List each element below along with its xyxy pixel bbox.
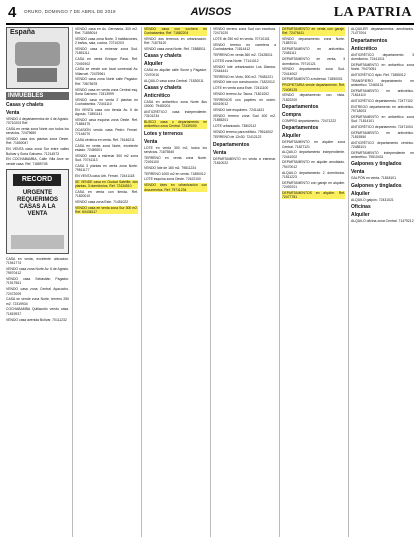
category-heading: Departamentos bbox=[282, 125, 319, 132]
category-heading: Lotes y terrenos bbox=[144, 130, 183, 137]
classified-ad: VENDO departamento zona Norte. 71887011 bbox=[282, 37, 345, 46]
classified-ad: DEPARTAMENTO con garaje en alquiler. 72492201 bbox=[282, 180, 345, 189]
category-heading: Alquiler bbox=[351, 190, 370, 197]
classified-ad: VENDO casa avenida Bolívar. 70111232 bbox=[6, 317, 67, 322]
classified-ad: DEPARTAMENTO en alquiler zona Central. 71827121 bbox=[282, 140, 345, 149]
ad-brand: España bbox=[10, 29, 35, 36]
ad-logo: RECORD bbox=[13, 174, 61, 186]
section-title: AVISOS bbox=[176, 4, 246, 20]
highlighted-classified-ad: SE VENDE casa en Ciudad Satélite, dos plantas, 3 dormitorios. Ref. 72434510 bbox=[75, 179, 138, 189]
classified-ad: ANTICRÉTICO departamento 3 dormitorios. 72441011 bbox=[351, 52, 414, 61]
classified-ad: TERRENO en venta 360 m2. 72428011 bbox=[213, 52, 273, 57]
header-rule bbox=[6, 23, 414, 25]
category-heading: Venta bbox=[144, 138, 158, 145]
classified-ad: VENDO casa zona Norte. Ref. 71888511 bbox=[144, 47, 206, 52]
classified-ad: VENDO casa esquina zona Oeste. Ref. 71884475 bbox=[75, 117, 138, 127]
column-5 bbox=[279, 27, 345, 537]
classified-ad: CASA 3 plantas en venta zona Norte. 79511177 bbox=[75, 164, 138, 173]
classified-ad: CASA en alquiler calle Sucre y Pagador. 72470010 bbox=[144, 68, 207, 77]
classified-ad: TERRENO 1000 m2 en venta. 71850012 bbox=[144, 171, 206, 176]
classified-ad: VENDO departamento con vista. 71822200 bbox=[282, 93, 345, 102]
newspaper-name: LA PATRIA bbox=[333, 5, 412, 20]
classified-ad: VENDO casa a estrenar zona Sud. 71851111 bbox=[75, 47, 138, 56]
classified-ad: VENDO casa dos plantas zona Oeste. Ref. 71850047 bbox=[6, 137, 69, 146]
classified-ad: TERRENO en Vinto, 500 m2. 79481221 bbox=[213, 74, 274, 79]
category-heading: Casas y chalets bbox=[6, 102, 44, 108]
category-heading: Galpones y tinglados bbox=[351, 182, 402, 189]
classified-ad: VENDO terreno Av. Tacna. 71821002 bbox=[213, 92, 269, 97]
classified-ad: VENDO lote esquinero. 72414421 bbox=[213, 107, 265, 112]
highlighted-classified-ad: VENDO lotes en urbanización con documentos. Ref. 79711234 bbox=[144, 183, 207, 192]
category-heading: INMUEBLES bbox=[6, 92, 69, 100]
category-heading: Departamentos bbox=[351, 37, 388, 44]
classified-ad: DEPARTAMENTO en venta a estrenar. 71810022 bbox=[213, 156, 276, 166]
category-heading: Casas y chalets bbox=[144, 53, 182, 60]
classified-ad: ANTICRÉTICO departamento céntrico. 72485101 bbox=[351, 140, 414, 149]
classified-ad: DEPARTAMENTO en anticrético zona Norte. 79470051 bbox=[351, 62, 414, 71]
classified-ad: DEPARTAMENTO en anticrético. 71815550 bbox=[351, 130, 414, 139]
ad-image bbox=[17, 68, 57, 82]
classified-ad: ANTICRÉTICO casa independiente. 73101234 bbox=[144, 109, 207, 119]
category-heading: Departamentos bbox=[213, 141, 250, 148]
classified-ad: LOTES zona Norte. 77141012 bbox=[213, 58, 259, 63]
category-heading: Oficinas bbox=[351, 203, 371, 210]
classified-ad: ALQUILO oficina zona Central. 71479212 bbox=[351, 218, 414, 223]
ad-image bbox=[15, 42, 60, 66]
classified-ad: EN VENTA casa con tienda Av. 6 de Agosto. 71851141 bbox=[75, 107, 138, 117]
ad-headline: URGENTE REQUERIMOS CASAS A LA VENTA bbox=[16, 189, 58, 217]
classified-ad: TERRENO en venta zona Norte. 72491100 bbox=[144, 155, 207, 165]
classified-ad: DEPARTAMENTO a estrenar. 71850001 bbox=[282, 77, 343, 82]
classified-ad: LOTE en venta zona Este. 72411100 bbox=[213, 86, 269, 91]
classified-ad: LOTE esquina zona Oeste. 72422100 bbox=[144, 177, 201, 182]
category-heading: Alquiler bbox=[144, 61, 163, 68]
classified-ad: ALQUILO departamento independiente. 72441002 bbox=[282, 150, 345, 159]
classified-ad: VENDO terreno en carretera a Cochabamba. 71814412 bbox=[213, 42, 276, 52]
classified-ad: ANTICRÉTICO departamento. 72477102 bbox=[351, 98, 413, 103]
advertisement-record bbox=[6, 169, 69, 254]
classified-ad: DEPARTAMENTO en anticrético zona Sud. 71814101 bbox=[351, 114, 414, 123]
classified-ad: CASA en venta, excelente ubicación. 71941774 bbox=[6, 256, 69, 266]
classified-ad: VENDO casa en Av. Germania, 300 m2. Ref. 71855014 bbox=[75, 27, 138, 36]
classified-ad: VENDO casa Sebastián Pagador. 71917561 bbox=[6, 277, 69, 286]
classified-ad: VENDO casa zona Norte Av. 6 de Agosto. 79570412 bbox=[6, 267, 69, 276]
classified-ad: DEPARTAMENTO en anticrético. 71814110 bbox=[351, 88, 414, 97]
category-heading: Venta bbox=[6, 110, 20, 116]
classified-ad: CASA en venta zona Norte, excelente estado. 72469201 bbox=[75, 143, 138, 153]
classified-ad: ALQUILO casa zona Central. 71830011 bbox=[144, 78, 204, 83]
classified-ad: VENDO lote urbanización Los Álamos. 72444441 bbox=[213, 64, 276, 73]
classified-ad: VENDO casa zona Este. 71451022 bbox=[75, 200, 129, 205]
highlighted-classified-ad: PROPIETARIA vende departamento. Ref. 72408125 bbox=[282, 83, 345, 92]
classified-ad: DEPARTAMENTO en alquiler amoblado. 79470012 bbox=[282, 160, 345, 169]
classified-ad: VENDO terreno zona Sud 400 m2. 71855201 bbox=[213, 113, 276, 123]
highlighted-classified-ad: VENDO casa con cochera en Cochabamba. Ref. 71882204 bbox=[144, 27, 207, 36]
page-number: 4 bbox=[8, 4, 17, 21]
classified-ad: VENDO casa a estrenar 300 m2 zona Sud. 70741113 bbox=[75, 153, 138, 163]
classified-ad: ALQUILO departamento 2 dormitorios. 71811223 bbox=[282, 170, 345, 179]
classified-ad: COCHABAMBA Quillacollo vendo casa. 71819937 bbox=[6, 307, 69, 316]
classified-ad: DEPARTAMENTO en venta, 3 dormitorios. 79710121 bbox=[282, 57, 345, 66]
classified-ad: CASA en venta zona Norte con todos los servicios. 72479650 bbox=[6, 127, 69, 136]
classified-ad: CASA en venta con tienda. Ref. 71820010 bbox=[75, 190, 138, 199]
category-heading: Compra bbox=[282, 111, 301, 118]
classified-ad: LOTE en venta 300 m2, todos los servicios. 71875540 bbox=[144, 145, 207, 154]
category-heading: Anticrético bbox=[351, 45, 378, 52]
classified-ad: VENDO lote de 180 m2. 79811224 bbox=[144, 165, 197, 170]
classified-ad: VENDO casa en venta zona Central esq. Soria Galvarro. 72413999 bbox=[75, 87, 138, 96]
ad-image bbox=[11, 235, 64, 249]
classified-ad: LOTE urbanizado. 73802112 bbox=[213, 123, 257, 128]
classified-ad: GALPÓN en venta. 71818101 bbox=[351, 176, 397, 181]
classified-ad: VENDO casa zona Norte, 3 habitaciones, 2 baños, sala, cocina. 70710203 bbox=[75, 37, 138, 46]
classified-ad: EN COCHABAMBA, Calle Villa Arce se vende casa. Ref. 71889745 bbox=[6, 157, 69, 166]
classified-ad: VENDO lote con construcción. 71822012 bbox=[213, 80, 275, 85]
classified-ad: CASA céntrica en venta. Ref. 76146211 bbox=[75, 138, 135, 143]
advertisement-espana bbox=[6, 27, 69, 89]
classified-ad: EN VENTA casa zona Sur entre calles Bolívar y Soria Galvarro. 71214573 bbox=[6, 147, 69, 156]
classified-ad: LOTE de 250 m2 en venta. 70710101 bbox=[213, 37, 270, 42]
classified-ad: COMPRO departamento. 72471222 bbox=[282, 118, 337, 123]
classified-ad: TERRENOS con papeles en orden. 60419012 bbox=[213, 97, 276, 107]
category-heading: Alquiler bbox=[282, 133, 301, 140]
category-heading: Casas y chalets bbox=[144, 84, 182, 91]
classified-ad: ENTREGO departamento en anticrético. 79718003 bbox=[351, 104, 414, 113]
highlighted-classified-ad: BUSCO casa o departamento en anticrético zona Central. 72439000 bbox=[144, 120, 207, 129]
classified-ad: EN VENTA casa Urb. Ferrari. 72441118 bbox=[75, 174, 135, 179]
column-6 bbox=[348, 27, 414, 537]
classified-ad: TRANSFIERO departamento en anticrético. 72460131 bbox=[351, 78, 414, 87]
classified-ad: ALQUILO galpón. 72431021 bbox=[351, 197, 394, 202]
classified-ad: VENDO dos terrenos en urbanización. Ref. 71875120 bbox=[144, 37, 207, 46]
classified-ad: VENDO terreno para edificio. 79514002 bbox=[213, 129, 273, 134]
column-2 bbox=[72, 27, 138, 537]
classified-ad: CASA en anticrético zona Norte $us 15000. 79480201 bbox=[144, 99, 207, 109]
column-4 bbox=[210, 27, 276, 537]
classified-ad: DEPARTAMENTO en anticrético. 72481111 bbox=[282, 47, 345, 56]
classified-ad: CASA se vende con local comercial Av. Villarroel. 72475961 bbox=[75, 67, 138, 76]
classified-ad: ANTICRÉTICO dpto. Ref. 71855012 bbox=[351, 72, 406, 77]
classified-ad: ANTICRÉTICO departamento. 72471004 bbox=[351, 124, 413, 129]
category-heading: Anticrético bbox=[144, 92, 171, 99]
classified-columns bbox=[6, 27, 414, 537]
classified-ad: VENDO casa zona Norte calle Pagador. Ref. 73875678 bbox=[75, 77, 138, 86]
classified-ad: ALQUILER departamentos amoblados. 71477004 bbox=[351, 27, 414, 36]
classified-ad: CASA en venta Enrique Pasa. Ref. 72491902 bbox=[75, 57, 138, 66]
page-header bbox=[6, 4, 414, 22]
classified-ad: OCASIÓN vendo casa Pedro Ferrari. 77144070 bbox=[75, 127, 138, 137]
classified-ad: VENDO casa en venta 2 plantas en Cochabamba. 72441110 bbox=[75, 97, 138, 106]
category-heading: Galpones y tinglados bbox=[351, 161, 402, 168]
classified-ad: DEPARTAMENTO independiente en anticrético. 79510431 bbox=[351, 150, 414, 160]
classified-ad: VENDO departamento zona Sud. 72414002 bbox=[282, 67, 345, 76]
classified-ad: TERRENO de 12x30. 72412122 bbox=[213, 135, 262, 140]
category-heading: Venta bbox=[351, 169, 365, 176]
column-3 bbox=[141, 27, 207, 537]
issue-date: ORURO, DOMINGO 7 DE ABRIL DE 2019 bbox=[24, 9, 116, 14]
category-heading: Venta bbox=[213, 149, 227, 156]
highlighted-classified-ad: DEPARTAMENTO en venta con garaje. Ref. 72476411 bbox=[282, 27, 345, 36]
classified-ad: CASA se vende zona Norte, terreno 250 m2. 72319934 bbox=[6, 297, 69, 306]
category-heading: Departamentos bbox=[282, 103, 319, 110]
category-heading: Alquiler bbox=[351, 211, 370, 218]
classified-ad: VENDO 4 departamentos de 4 de Agosto. 70710203 Ref. bbox=[6, 117, 69, 126]
highlighted-classified-ad: VENDO casa en venta zona Sur 300 m2. Ref. 60436117 bbox=[75, 205, 138, 215]
highlighted-classified-ad: DEPARTAMENTOS en alquiler. Ref. 72477781 bbox=[282, 190, 345, 200]
classified-ad: VENDO terreno zona Sud con escritura. 72471020 bbox=[213, 27, 276, 36]
column-1 bbox=[6, 27, 69, 537]
classified-ad: VENDO casa zona Central Ayacucho. 72472009 bbox=[6, 287, 69, 296]
